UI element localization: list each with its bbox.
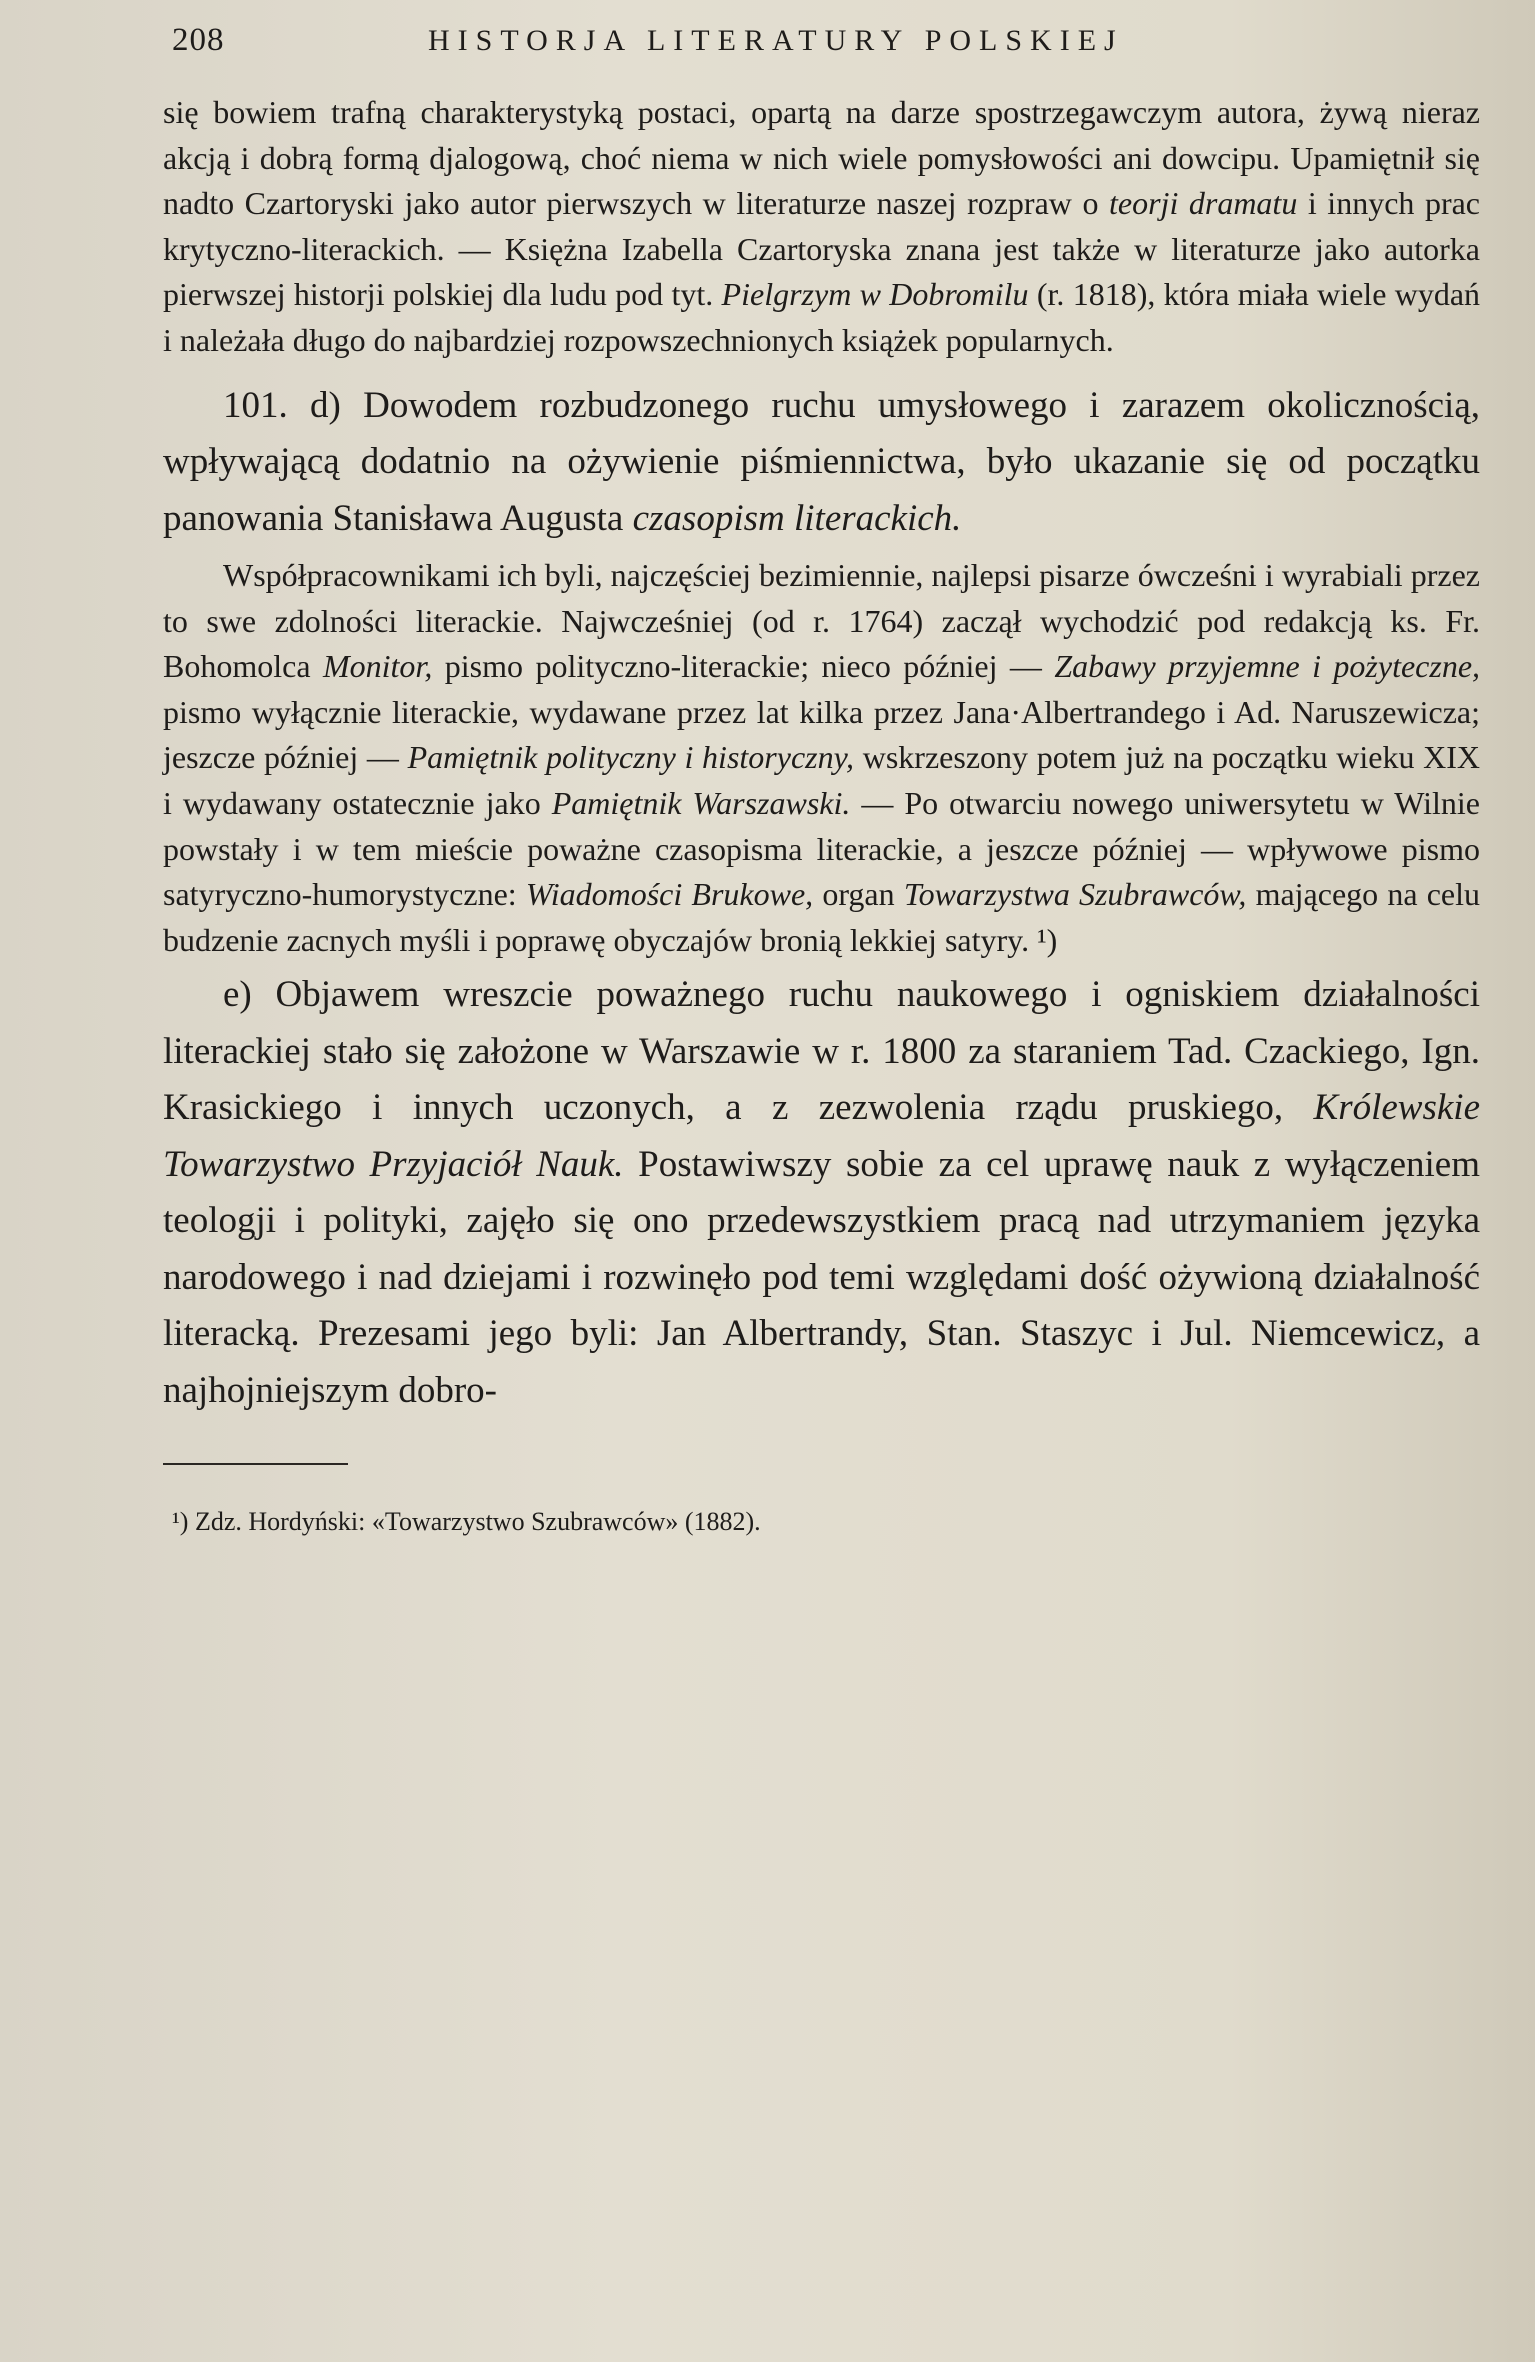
footnote-text: Zdz. Hordyński: «Towarzystwo Szubrawców» (1882).	[194, 1507, 761, 1537]
footnote	[172, 1505, 1480, 1539]
paragraph-wspolpracownicy	[163, 553, 1480, 963]
page-header	[150, 12, 1480, 70]
italic-title: Zabawy przyjemne i pożyteczne,	[1054, 648, 1481, 685]
text-run: e) Objawem wreszcie poważnego ruchu naukowego i ogniskiem działalności literackiej stało się założone w Warszawie w r. 1800 za staraniem Tad. Czackiego, Ign. Krasickiego i innych uczonych, a z zezwolenia rządu pruskiego,	[163, 974, 1480, 1129]
text-run: (r. 1818), która miała wiele wydań i należała długo do najbardziej rozpowszechnionych książek popularnych.	[163, 276, 1481, 358]
text-run: pismo polityczno-literackie; nieco później —	[432, 648, 1055, 685]
page-number: 208	[172, 22, 225, 58]
italic-title: Pamiętnik Warszawski.	[551, 785, 851, 822]
footnote-reference[interactable]: ¹)	[1037, 921, 1058, 958]
italic-title: Pamiętnik polityczny i historyczny,	[407, 739, 855, 776]
paragraph-towarzystwo	[163, 967, 1480, 1419]
footnote-marker: ¹)	[172, 1507, 189, 1537]
italic-title: Królewskie Towarzystwo Przyjaciół Nauk.	[163, 1087, 1480, 1185]
book-page	[150, 12, 1480, 2342]
italic-title: Towarzystwa Szubrawców,	[903, 876, 1247, 913]
text-run: Współpracownikami ich byli, najczęściej bezimiennie, najlepsi pisarze ówcześni i wyrabiali przez to swe zdolności literackie. Najwcześniej (od r. 1764) zaczął wychodzić pod redakcją ks. Fr. Bohomolca	[163, 557, 1480, 685]
footnote-divider	[163, 1463, 348, 1465]
paragraph-101-czasopisma	[163, 378, 1480, 548]
italic-title: Pielgrzym w Dobromilu	[721, 276, 1029, 313]
text-run: — Po otwarciu nowego uniwersytetu w Wilnie powstały i w tem mieście poważne czasopisma literackie, a jeszcze później — wpływowe pismo satyryczno-humorystyczne:	[163, 785, 1481, 913]
italic-title: Monitor,	[322, 648, 433, 685]
italic-title: czasopism literackich.	[632, 497, 962, 539]
text-run: 101. d) Dowodem rozbudzonego ruchu umysłowego i zarazem okolicznością, wpływającą dodatnio na ożywienie piśmiennictwa, było ukazanie się od początku panowania Stanisława Augusta	[163, 384, 1480, 539]
text-run: się bowiem trafną charakterystyką postaci, opartą na darze spostrzegawczym autora, żywą nieraz akcją i dobrą formą djalogową, choć niema w nich wiele pomysłowości ani dowcipu. Upamiętnił się nadto Czartoryski jako autor pierwszych w literaturze naszej rozpraw o	[163, 94, 1480, 222]
text-run: mającego na celu budzenie zacnych myśli i poprawę obyczajów bronią lekkiej satyry.	[163, 876, 1481, 958]
text-run: wskrzeszony potem już na początku wieku XIX i wydawany ostatecznie jako	[163, 739, 1481, 822]
paragraph-czartoryski	[163, 90, 1480, 364]
text-run: pismo wyłącznie literackie, wydawane przez lat kilka przez Jana·Albertrandego i Ad. Naruszewicza; jeszcze później —	[163, 693, 1480, 776]
text-run: i innych prac krytyczno-literackich. — Księżna Izabella Czartoryska znana jest także w literaturze jako autorka pierwszej historji polskiej dla ludu pod tyt.	[163, 185, 1481, 313]
italic-title: Wiadomości Brukowe,	[525, 876, 814, 913]
text-run: organ	[813, 876, 904, 913]
text-run: Postawiwszy sobie za cel uprawę nauk z wyłączeniem teologji i polityki, zajęło się ono przedewszystkiem pracą nad utrzymaniem języka narodowego i nad dziejami i rozwinęło pod temi względami dość ożywioną działalność literacką. Prezesami jego byli: Jan Albertrandy, Stan. Staszyc i Jul. Niemcewicz, a najhojniejszym dobro-	[163, 1143, 1480, 1411]
running-head: HISTORJA LITERATURY POLSKIEJ	[428, 24, 1124, 57]
italic-title: teorji dramatu	[1109, 185, 1298, 222]
